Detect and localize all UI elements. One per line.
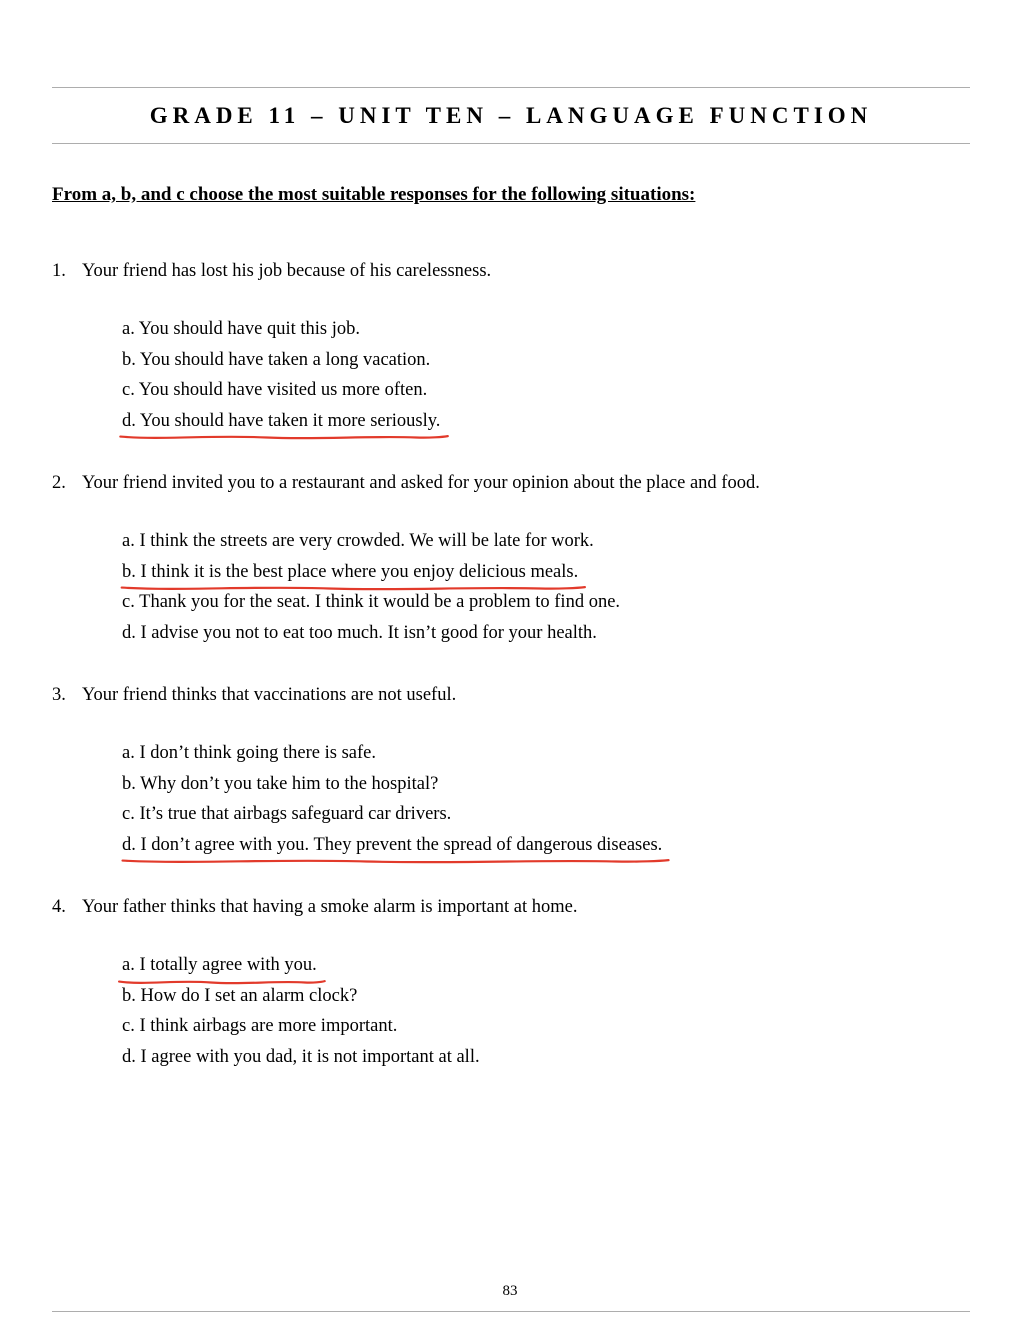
answer-option bbox=[122, 738, 970, 769]
answer-option bbox=[122, 526, 970, 557]
option-label: d. bbox=[122, 410, 136, 431]
question-number: 3. bbox=[52, 685, 66, 705]
question-prompt bbox=[52, 682, 970, 708]
answer-option bbox=[122, 406, 970, 437]
option-label: d. bbox=[122, 622, 136, 643]
option-text: I think the streets are very crowded. We will be late for work. bbox=[139, 531, 594, 551]
option-label: d. bbox=[122, 1046, 136, 1067]
answer-option bbox=[122, 1042, 970, 1073]
option-text: I advise you not to eat too much. It isn’t good for your health. bbox=[140, 622, 597, 643]
option-text: Thank you for the seat. I think it would be a problem to find one. bbox=[139, 592, 621, 612]
options-list bbox=[122, 950, 970, 1072]
answer-option bbox=[122, 587, 970, 618]
option-label: a. bbox=[122, 955, 135, 975]
options-list bbox=[122, 526, 970, 648]
option-text: You should have taken it more seriously. bbox=[139, 410, 441, 431]
question-number: 4. bbox=[52, 897, 66, 917]
option-text: You should have quit this job. bbox=[138, 319, 360, 339]
red-underline-mark bbox=[117, 432, 449, 443]
option-text: Why don’t you take him to the hospital? bbox=[140, 773, 439, 794]
footer-rule bbox=[52, 1311, 970, 1312]
answer-option bbox=[122, 1011, 970, 1042]
answer-option bbox=[122, 557, 970, 588]
option-label: c. bbox=[122, 380, 135, 400]
option-label: a. bbox=[122, 743, 135, 763]
page-number: 83 bbox=[502, 1283, 518, 1299]
question-1 bbox=[52, 258, 970, 436]
option-text: I totally agree with you. bbox=[139, 955, 317, 975]
instructions-heading: From a, b, and c choose the most suitable responses for the following situations: bbox=[52, 184, 696, 205]
answer-option bbox=[122, 314, 970, 345]
answer-option bbox=[122, 830, 970, 861]
question-text: Your friend thinks that vaccinations are not useful. bbox=[82, 685, 457, 705]
option-label: b. bbox=[122, 561, 136, 582]
option-text: I don’t agree with you. They prevent the spread of dangerous diseases. bbox=[140, 834, 663, 855]
options-list bbox=[122, 738, 970, 860]
answer-option bbox=[122, 345, 970, 376]
option-text: I agree with you dad, it is not important at all. bbox=[140, 1046, 480, 1067]
question-text: Your father thinks that having a smoke alarm is important at home. bbox=[82, 897, 578, 917]
answer-option bbox=[122, 375, 970, 406]
answer-option bbox=[122, 618, 970, 649]
page-content bbox=[0, 87, 1020, 1072]
question-2 bbox=[52, 470, 970, 648]
answer-option bbox=[122, 950, 970, 981]
question-prompt bbox=[52, 894, 970, 920]
answer-option bbox=[122, 799, 970, 830]
header-rule-bottom bbox=[52, 143, 970, 144]
option-text: I think it is the best place where you enjoy delicious meals. bbox=[140, 561, 579, 582]
question-3 bbox=[52, 682, 970, 860]
question-prompt bbox=[52, 258, 970, 284]
option-label: b. bbox=[122, 349, 136, 370]
answer-option bbox=[122, 981, 970, 1012]
option-label: a. bbox=[122, 319, 135, 339]
option-text: You should have taken a long vacation. bbox=[139, 349, 431, 370]
question-number: 2. bbox=[52, 473, 66, 493]
option-text: I think airbags are more important. bbox=[139, 1016, 398, 1036]
question-number: 1. bbox=[52, 261, 66, 281]
option-label: c. bbox=[122, 592, 135, 612]
question-text: Your friend has lost his job because of his carelessness. bbox=[82, 261, 492, 281]
option-label: c. bbox=[122, 1016, 135, 1036]
question-prompt bbox=[52, 470, 970, 496]
question-text: Your friend invited you to a restaurant and asked for your opinion about the place and food. bbox=[82, 473, 760, 493]
option-label: b. bbox=[122, 985, 136, 1006]
option-text: I don’t think going there is safe. bbox=[139, 743, 376, 763]
option-label: b. bbox=[122, 773, 136, 794]
page-title: GRADE 11 – UNIT TEN – LANGUAGE FUNCTION bbox=[149, 103, 873, 128]
option-text: It’s true that airbags safeguard car drivers. bbox=[139, 804, 452, 824]
red-underline-mark bbox=[117, 856, 671, 867]
option-text: How do I set an alarm clock? bbox=[140, 985, 358, 1006]
option-label: c. bbox=[122, 804, 135, 824]
option-label: d. bbox=[122, 834, 136, 855]
option-text: You should have visited us more often. bbox=[138, 380, 428, 400]
answer-option bbox=[122, 769, 970, 800]
option-label: a. bbox=[122, 531, 135, 551]
question-4 bbox=[52, 894, 970, 1072]
options-list bbox=[122, 314, 970, 436]
